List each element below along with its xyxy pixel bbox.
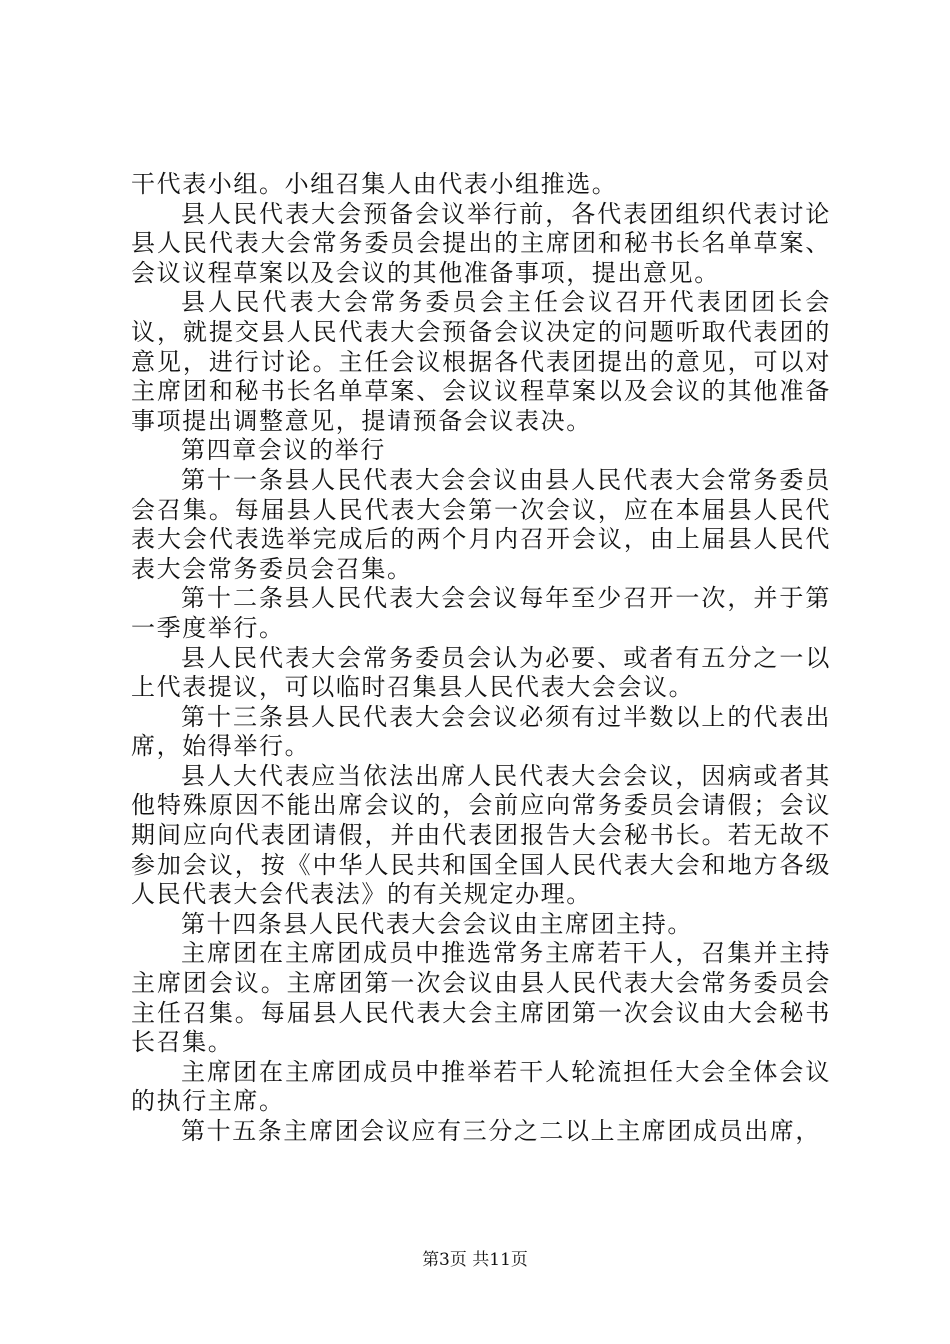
paragraph-12: 主席团在主席团成员中推举若干人轮流担任大会全体会议的执行主席。 [131, 1057, 831, 1116]
article-15: 第十五条主席团会议应有三分之二以上主席团成员出席， [181, 1117, 821, 1145]
article-14: 第十四条县人民代表大会会议由主席团主持。 [181, 909, 693, 938]
article-12: 第十二条县人民代表大会会议每年至少召开一次，并于第一季度举行。 [131, 584, 831, 642]
page-number-footer: 第3页 共11页 [422, 1250, 528, 1270]
chapter-heading: 第四章会议的举行 [181, 436, 386, 465]
article-11: 第十一条县人民代表大会会议由县人民代表大会常务委员会召集。每届县人民代表大会第一次会议，应在本届县人民代表大会代表选举完成后的两个月内召开会议，由上届县人民代表大会常务委员会召集。 [131, 465, 831, 583]
paragraph-2: 县人民代表大会预备会议举行前，各代表团组织代表讨论县人民代表大会常务委员会提出的主席团和秘书长名单草案、会议议程草案以及会议的其他准备事项，提出意见。 [131, 199, 831, 287]
paragraph-3: 县人民代表大会常务委员会主任会议召开代表团团长会议，就提交县人民代表大会预备会议决定的问题听取代表团的意见，进行讨论。主任会议根据各代表团提出的意见，可以对主席团和秘书长名单草案、会议议程草案以及会议的其他准备事项提出调整意见，提请预备会议表决。 [131, 288, 831, 435]
paragraph-9: 县人大代表应当依法出席人民代表大会会议，因病或者其他特殊原因不能出席会议的，会前应向常务委员会请假；会议期间应向代表团请假，并由代表团报告大会秘书长。若无故不参加会议，按《中华人民共和国全国人民代表大会和地方各级人民代表大会代表法》的有关规定办理。 [131, 761, 831, 909]
article-13: 第十三条县人民代表大会会议必须有过半数以上的代表出席，始得举行。 [131, 702, 831, 761]
document-body [131, 170, 831, 1147]
paragraph-11: 主席团在主席团成员中推选常务主席若干人，召集并主持主席团会议。主席团第一次会议由县人民代表大会常务委员会主任召集。每届县人民代表大会主席团第一次会议由大会秘书长召集。 [131, 939, 831, 1057]
paragraph-1: 干代表小组。小组召集人由代表小组推选。 [131, 170, 618, 198]
paragraph-7: 县人民代表大会常务委员会认为必要、或者有五分之一以上代表提议，可以临时召集县人民代表大会会议。 [131, 643, 831, 702]
